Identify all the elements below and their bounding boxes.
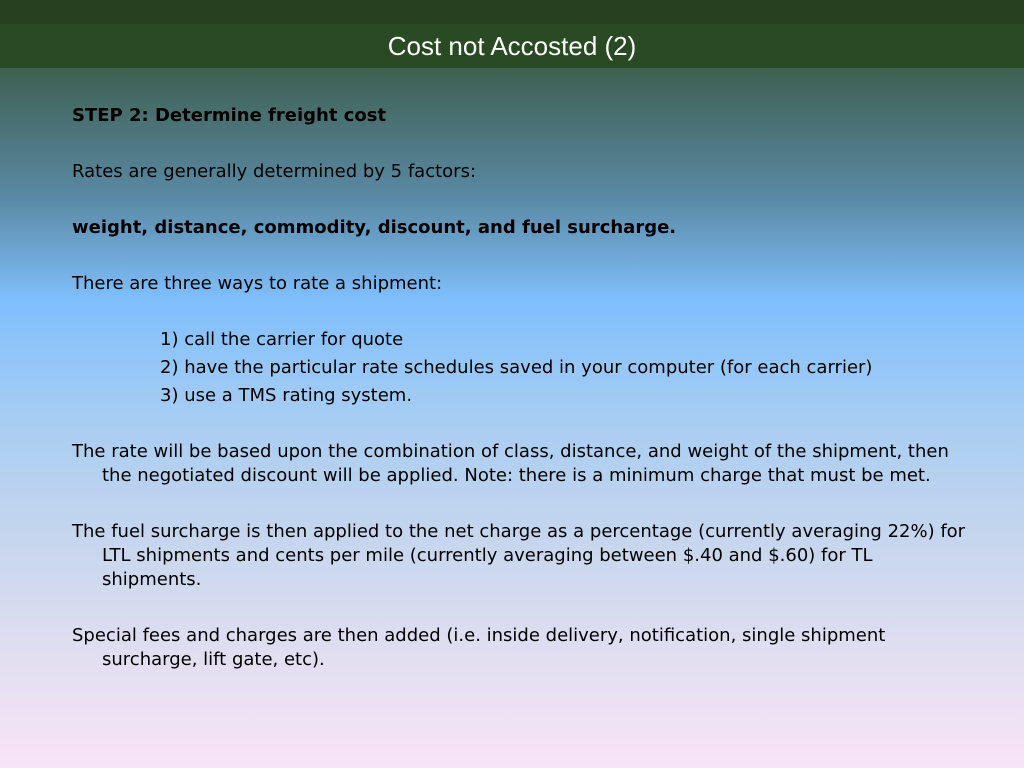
step-heading: STEP 2: Determine freight cost	[72, 105, 387, 126]
ways-intro: There are three ways to rate a shipment:	[72, 273, 443, 294]
title-bar-top-strip	[0, 0, 1024, 24]
ways-list	[72, 328, 972, 408]
list-item: 3) use a TMS rating system.	[160, 385, 413, 406]
rates-intro: Rates are generally determined by 5 factors:	[72, 161, 477, 182]
fuel-surcharge-paragraph: The fuel surcharge is then applied to the net charge as a percentage (currently averaging 22%) for LTL shipments and cents per mile (currently averaging between $.40 and $.60) for TL shipments.	[72, 521, 966, 590]
rate-factors: weight, distance, commodity, discount, and fuel surcharge.	[72, 217, 677, 238]
list-item: 1) call the carrier for quote	[160, 329, 404, 350]
slide-title: Cost not Accosted (2)	[387, 31, 637, 61]
slide-body	[72, 104, 972, 704]
special-fees-paragraph: Special fees and charges are then added (i.e. inside delivery, notification, single shipment surcharge, lift gate, etc).	[72, 625, 886, 670]
rate-basis-paragraph: The rate will be based upon the combination of class, distance, and weight of the shipment, then the negotiated discount will be applied. Note: there is a minimum charge that must be met.	[72, 441, 949, 486]
list-item: 2) have the particular rate schedules saved in your computer (for each carrier)	[160, 357, 873, 378]
